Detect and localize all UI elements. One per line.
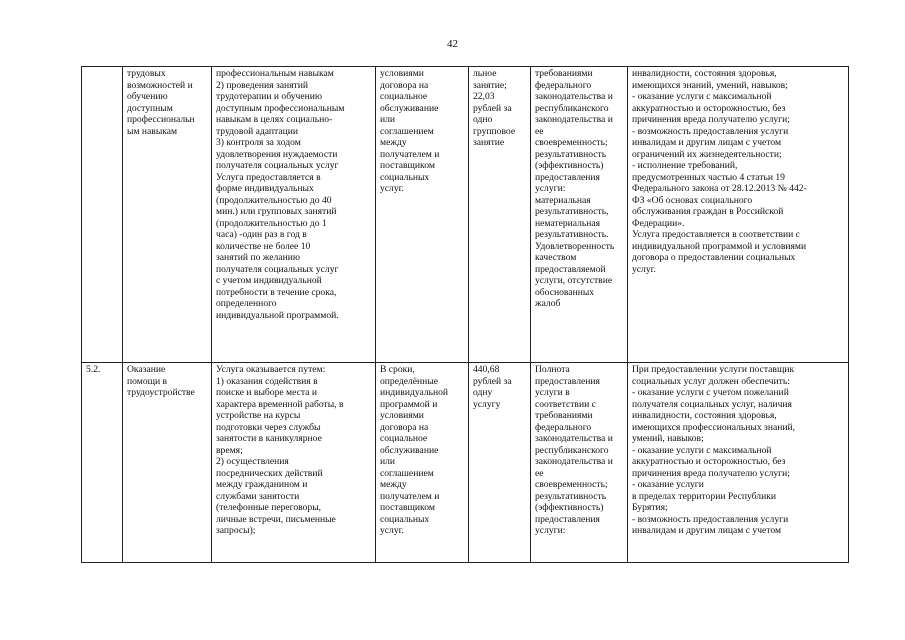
- cell-line: программой и: [380, 398, 438, 410]
- cell-line: социальных услуг должен обеспечить:: [632, 375, 790, 387]
- cell-line: качеством: [535, 252, 577, 263]
- cell-line: - оказание услуги с максимальной: [632, 91, 772, 102]
- cell-line: одно: [473, 114, 493, 125]
- cell-line: получателя социальных услуг, наличия: [632, 398, 792, 410]
- cell-line: соглашением: [380, 467, 434, 479]
- cell-line: количестве не более 10: [216, 240, 311, 252]
- cell-line: социальных: [380, 171, 430, 183]
- cell-line: (телефонные переговоры,: [216, 502, 322, 513]
- cell-line: законодательства и: [535, 456, 613, 467]
- cell-service-content: [212, 363, 376, 563]
- cell-line: причинения вреда получателю услуги;: [632, 114, 790, 125]
- cell-line: жалоб: [535, 298, 561, 309]
- cell-line: 2) проведения занятий: [216, 79, 308, 91]
- cell-line: инвалидности, состояния здоровья,: [632, 410, 777, 421]
- cell-line: ее: [535, 467, 544, 479]
- cell-line: 3) контроля за ходом: [216, 137, 301, 148]
- cell-number: [82, 363, 123, 563]
- cell-line: часа) -один раз в год в: [216, 229, 307, 240]
- cell-line: результативность: [535, 490, 607, 502]
- cell-line: определённые: [380, 375, 439, 387]
- cell-line: услуг.: [632, 263, 656, 275]
- cell-line: аккуратностью и осторожностью, без: [632, 456, 786, 467]
- cell-quality-indicators: [531, 67, 628, 363]
- cell-line: посреднических действий: [216, 467, 323, 479]
- cell-line: - оказание услуги с максимальной: [632, 444, 772, 456]
- cell-line: занятий по желанию: [216, 252, 301, 263]
- cell-line: требованиями: [535, 410, 593, 421]
- cell-line: Федерального закона от 28.12.2013 № 442-: [632, 183, 807, 194]
- cell-line: или: [380, 456, 396, 467]
- cell-line: Услуга предоставляется в: [216, 171, 321, 183]
- cell-line: условиями: [380, 68, 424, 79]
- cell-line: в пределах территории Республики: [632, 490, 777, 502]
- cell-line: услуги:: [535, 183, 566, 194]
- cell-line: 22,03: [473, 91, 495, 102]
- cell-line: обучению: [127, 91, 168, 102]
- cell-line: льное: [473, 68, 497, 79]
- cell-conditions: [628, 363, 849, 563]
- cell-line: индивидуальной: [380, 387, 449, 398]
- cell-line: 5.2.: [86, 364, 101, 375]
- cell-line: рублей за: [473, 102, 512, 114]
- cell-line: - исполнение требований,: [632, 160, 738, 171]
- cell-line: подготовки через службы: [216, 421, 321, 433]
- page-number: 42: [447, 38, 458, 50]
- cell-line: своевременность;: [535, 479, 608, 490]
- cell-line: инвалидности, состояния здоровья,: [632, 68, 777, 79]
- cell-line: - оказание услуги: [632, 479, 704, 490]
- cell-line: индивидуальной программой и условиями: [632, 240, 807, 252]
- cell-line: 440,68: [473, 364, 500, 375]
- cell-conditions: [628, 67, 849, 363]
- cell-line: обслуживание: [380, 444, 439, 456]
- table-row: [82, 363, 849, 563]
- cell-line: инвалидам и другим лицам с учетом: [632, 137, 782, 148]
- cell-line: одну: [473, 387, 493, 398]
- cell-line: договора на: [380, 421, 429, 433]
- cell-service-name: [123, 363, 212, 563]
- cell-line: - оказание услуги с учетом пожеланий: [632, 387, 789, 398]
- cell-line: материальная: [535, 194, 591, 206]
- cell-line: требованиями: [535, 68, 593, 79]
- cell-line: обслуживание: [380, 102, 439, 114]
- cell-line: характера временной работы, в: [216, 398, 344, 410]
- cell-price: [469, 363, 531, 563]
- cell-line: - возможность предоставления услуги: [632, 125, 789, 137]
- cell-line: услуг.: [380, 183, 404, 194]
- cell-line: В сроки,: [380, 364, 415, 375]
- cell-line: трудовой адаптации: [216, 125, 299, 137]
- cell-line: Оказание: [127, 364, 166, 375]
- cell-line: мин.) или групповых занятий: [216, 206, 337, 217]
- cell-line: определенного: [216, 298, 277, 309]
- cell-line: услуги:: [535, 525, 566, 536]
- cell-line: результативность.: [535, 229, 609, 240]
- cell-line: помощи в: [127, 375, 168, 387]
- cell-line: или: [380, 114, 396, 125]
- cell-line: имеющихся профессиональных знаний,: [632, 421, 796, 433]
- cell-line: услуги в: [535, 387, 570, 398]
- cell-line: доступным: [127, 102, 173, 114]
- cell-line: профессиональн: [127, 114, 195, 125]
- cell-terms: [376, 67, 469, 363]
- cell-line: ее: [535, 125, 544, 137]
- cell-line: занятости в каникулярное: [216, 433, 322, 444]
- cell-line: поставщиком: [380, 160, 435, 171]
- cell-line: форме индивидуальных: [216, 183, 314, 194]
- cell-line: (эффективность): [535, 502, 604, 513]
- cell-line: получателя социальных услуг: [216, 160, 339, 171]
- cell-line: между: [380, 479, 407, 490]
- cell-line: занятие: [473, 137, 505, 148]
- cell-line: законодательства и: [535, 114, 613, 125]
- cell-quality-indicators: [531, 363, 628, 563]
- cell-line: услуг.: [380, 525, 404, 536]
- cell-line: При предоставлении услуги поставщик: [632, 364, 795, 375]
- cell-line: с учетом индивидуальной: [216, 275, 322, 286]
- cell-line: ФЗ «Об основах социального: [632, 194, 753, 206]
- cell-line: поставщиком: [380, 502, 435, 513]
- cell-service-content: [212, 67, 376, 363]
- cell-line: групповое: [473, 125, 516, 137]
- cell-line: профессиональным навыкам: [216, 68, 334, 79]
- cell-line: умений, навыков;: [632, 433, 704, 444]
- cell-line: удовлетворения нуждаемости: [216, 148, 338, 160]
- cell-line: федерального: [535, 421, 592, 433]
- cell-line: получателем и: [380, 490, 440, 502]
- cell-line: между гражданином и: [216, 479, 308, 490]
- cell-line: устройстве на курсы: [216, 410, 301, 421]
- cell-line: получателя социальных услуг: [216, 263, 339, 275]
- cell-line: предоставления: [535, 513, 600, 525]
- cell-line: Удовлетворенность: [535, 240, 615, 252]
- cell-line: обслуживания граждан в Российской: [632, 206, 784, 217]
- cell-line: ым навыкам: [127, 125, 178, 137]
- cell-line: услугу: [473, 398, 501, 410]
- cell-line: обоснованных: [535, 286, 595, 298]
- cell-line: социальное: [380, 433, 428, 444]
- cell-line: поиске и выборе места и: [216, 387, 317, 398]
- cell-line: имеющихся знаний, умений, навыков;: [632, 79, 788, 91]
- cell-line: условиями: [380, 410, 424, 421]
- cell-line: договора о предоставлении социальных: [632, 252, 796, 263]
- cell-line: возможностей и: [127, 79, 193, 91]
- cell-line: предоставляемой: [535, 263, 606, 275]
- cell-line: потребности в течение срока,: [216, 286, 337, 298]
- cell-line: республиканского: [535, 444, 609, 456]
- cell-line: 1) оказания содействия в: [216, 375, 318, 387]
- cell-line: получателем и: [380, 148, 440, 160]
- cell-line: трудовых: [127, 68, 166, 79]
- cell-line: республиканского: [535, 102, 609, 114]
- cell-line: соглашением: [380, 125, 434, 137]
- cell-line: услуги, отсутствие: [535, 275, 613, 286]
- table-row: [82, 67, 849, 363]
- cell-line: (продолжительностью до 40: [216, 194, 332, 206]
- cell-line: трудотерапии и обучению: [216, 91, 323, 102]
- cell-line: время;: [216, 444, 243, 456]
- cell-terms: [376, 363, 469, 563]
- cell-line: Полнота: [535, 364, 570, 375]
- cell-line: договора на: [380, 79, 429, 91]
- cell-line: законодательства и: [535, 433, 613, 444]
- cell-line: предоставления: [535, 171, 600, 183]
- cell-line: результативность: [535, 148, 607, 160]
- cell-line: результативность,: [535, 206, 609, 217]
- cell-number: [82, 67, 123, 363]
- cell-line: предусмотренных частью 4 статьи 19: [632, 171, 785, 183]
- cell-line: Федерации».: [632, 217, 685, 229]
- cell-line: навыкам в целях социально-: [216, 114, 333, 125]
- cell-line: федерального: [535, 79, 592, 91]
- cell-line: инвалидам и другим лицам с учетом: [632, 525, 782, 536]
- cell-line: занятие;: [473, 79, 507, 91]
- services-table: [81, 66, 849, 563]
- cell-line: Услуга оказывается путем:: [216, 364, 326, 375]
- cell-line: личные встречи, письменные: [216, 513, 336, 525]
- cell-line: службами занятости: [216, 490, 300, 502]
- cell-line: (эффективность): [535, 160, 604, 171]
- cell-line: законодательства и: [535, 91, 613, 102]
- cell-line: предоставления: [535, 375, 600, 387]
- cell-line: - возможность предоставления услуги: [632, 513, 789, 525]
- cell-line: аккуратностью и осторожностью, без: [632, 102, 786, 114]
- cell-line: соответствии с: [535, 398, 596, 410]
- cell-line: причинения вреда получателю услуги;: [632, 467, 790, 479]
- cell-line: рублей за: [473, 375, 512, 387]
- cell-line: индивидуальной программой.: [216, 309, 339, 321]
- cell-line: доступным профессиональным: [216, 102, 345, 114]
- cell-line: социальных: [380, 513, 430, 525]
- cell-line: 2) осуществления: [216, 456, 289, 467]
- cell-line: между: [380, 137, 407, 148]
- cell-price: [469, 67, 531, 363]
- cell-line: трудоустройстве: [127, 387, 195, 398]
- cell-line: ограничений их жизнедеятельности;: [632, 148, 782, 160]
- cell-service-name: [123, 67, 212, 363]
- cell-line: запросы);: [216, 525, 256, 536]
- cell-line: (продолжительностью до 1: [216, 217, 327, 229]
- cell-line: Бурятия;: [632, 502, 668, 513]
- cell-line: нематериальная: [535, 217, 601, 229]
- cell-line: своевременность;: [535, 137, 608, 148]
- cell-line: социальное: [380, 91, 428, 102]
- cell-line: Услуга предоставляется в соответствии с: [632, 229, 800, 240]
